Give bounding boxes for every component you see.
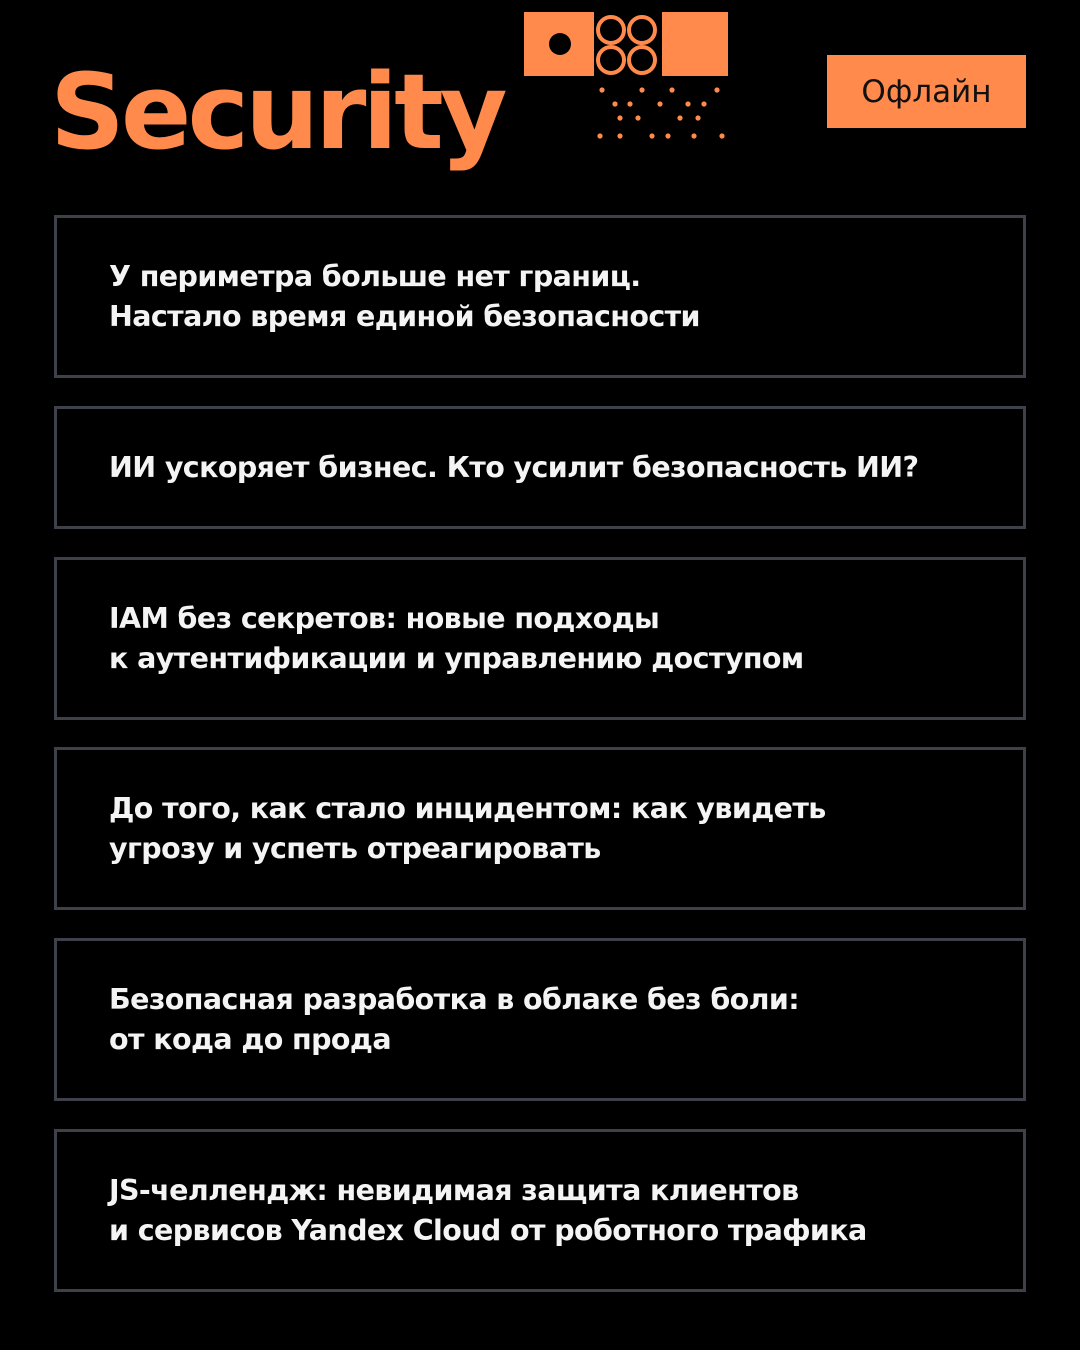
session-title: До того, как стало инцидентом: как увидеть угрозу и успеть отреагировать (109, 791, 826, 865)
session-card (54, 215, 1026, 378)
format-badge: Офлайн (827, 55, 1026, 128)
session-title: JS-челлендж: невидимая защита клиентов и сервисов Yandex Cloud от роботного трафика (109, 1173, 867, 1247)
decorative-logo-graphic (522, 10, 732, 146)
session-card (54, 1129, 1026, 1292)
session-card (54, 938, 1026, 1101)
session-title: IAM без секретов: новые подходы к аутентификации и управлению доступом (109, 601, 804, 675)
session-title: ИИ ускоряет бизнес. Кто усилит безопасность ИИ? (109, 450, 919, 484)
page-title: Security (50, 51, 504, 173)
session-card (54, 406, 1026, 529)
session-title: У периметра больше нет границ. Настало время единой безопасности (109, 259, 700, 333)
session-title: Безопасная разработка в облаке без боли: от кода до прода (109, 982, 800, 1056)
session-card (54, 557, 1026, 720)
session-card (54, 747, 1026, 910)
